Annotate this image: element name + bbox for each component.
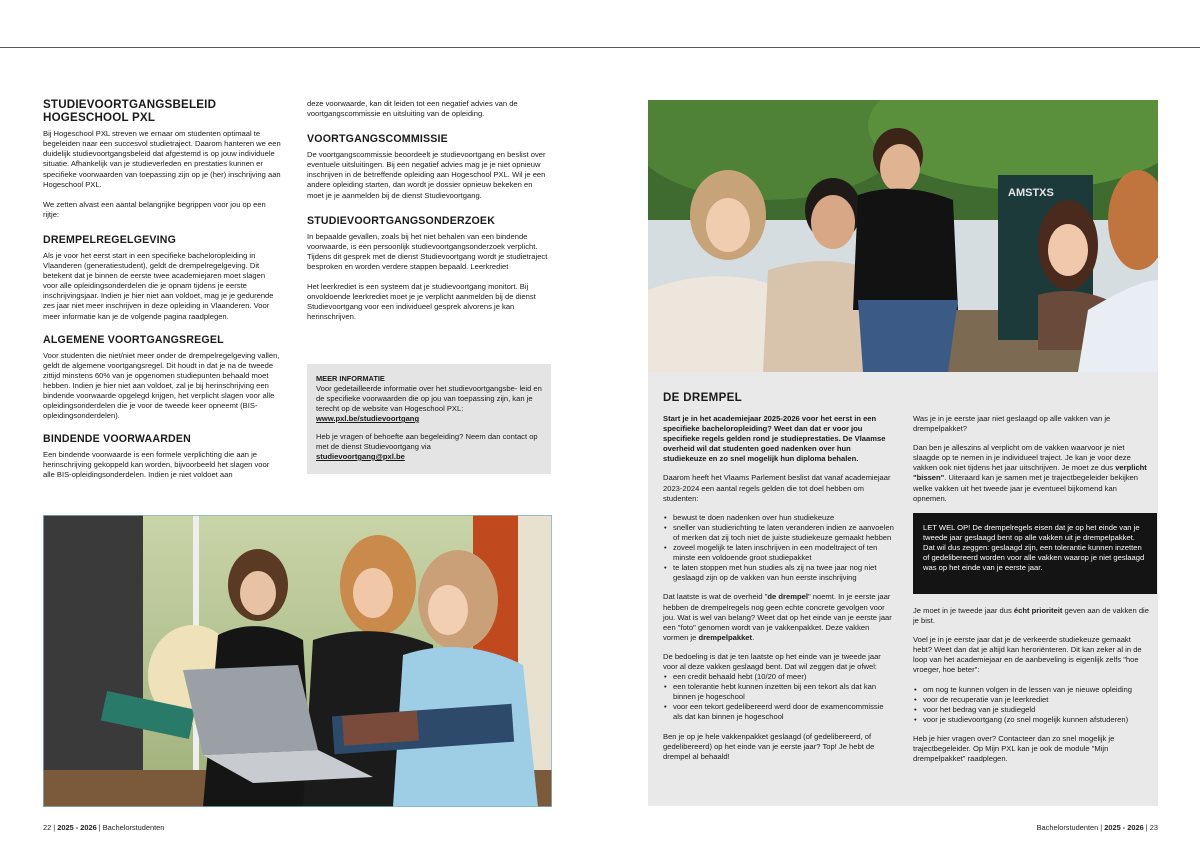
- list-item: • om nog te kunnen volgen in de lessen van je nieuwe opleiding: [913, 685, 1149, 695]
- intro-paragraph-2: We zetten alvast een aantal belangrijke begrippen voor jou op een rijtje:: [43, 199, 266, 219]
- info-box-title: MEER INFORMATIE: [316, 374, 385, 383]
- left-footer-label: Bachelorstudenten: [102, 823, 165, 832]
- banner-text: AMSTXS: [1008, 187, 1054, 199]
- main-title-line-1: STUDIEVOORTGANGSBELEID: [43, 98, 217, 111]
- left-footer: 22 | 2025 - 2026 | Bachelorstudenten: [43, 823, 165, 832]
- drempel-title: DE DREMPEL: [663, 391, 743, 404]
- drempel-p2-text-c: .: [752, 632, 755, 642]
- list-item: • voor een tekort gedelibereerd werd door de examencommissie als dat kan binnen je hogeschool: [663, 702, 895, 722]
- drempel-contact: Heb je hier vragen over? Contacteer dan zo snel mogelijk je trajectbegeleider. Op Mijn PXL kan je ook de module "Mijn drempelpakket" raadplegen.: [913, 733, 1115, 764]
- drempel-priority: [913, 606, 1149, 626]
- drempel-p2-bold-b: drempelpakket: [698, 632, 753, 642]
- drempel-p2-bold-a: de drempel: [767, 592, 808, 602]
- top-rule: [0, 47, 1200, 48]
- section-body-drempelregelgeving: Als je voor het eerst start in een specifieke bacheloropleiding in Vlaanderen (generatiestudent), geldt de drempelregelgeving. Dit betekent dat je binnen de eerste twee academiejaren moet slagen voor alle opleidingsonderdelen die je opnam tijdens je eerste inschrijvingsjaar. Indien je hier niet aan voldoet, mag je je gedurende zes jaar niet meer inschrijven in deze opleiding in Vlaanderen. Voor meer informatie kan je de volgende pagina raadplegen.: [43, 250, 274, 321]
- students-outdoor-illustration: [648, 100, 1158, 372]
- students-reading-photo: [43, 515, 552, 807]
- drempel-bullets-2: [663, 672, 895, 722]
- colb-p2-bold: écht prioriteit: [1013, 606, 1063, 615]
- list-item: • voor het bedrag van je studiegeld: [913, 705, 1149, 715]
- intro-paragraph: Bij Hogeschool PXL streven we ernaar om studenten optimaal te begeleiden naar een succesvol studietraject. Daarom hanteren we een duidelijk studievoortgangsbeleid dat afgestemd is op jouw individuele situatie. Afhankelijk van je studieverleden en prestaties kunnen er specifieke voorwaarden van toepassing zijn op je (her) inschrijving aan Hogeschool PXL.: [43, 129, 281, 189]
- drempel-p2-text-b: " noemt. In je eerste jaar hebben de drempelregels nog geen echte concrete gevolgen voor jou. Wat is wel van belang? Weet dat op het einde van je eerste jaar een "foto" genomen wordt van je vakkenpakket. Deze vakken vormen je: [663, 592, 892, 642]
- continued-paragraph: deze voorwaarde, kan dit leiden tot een negatief advies van de voortgangscommissie en uitsluiting van de opleiding.: [307, 99, 518, 119]
- colb-p1-bold: verplicht "bissen": [913, 463, 1147, 483]
- colb-p1-text-b: . Uiteraard kan je samen met je trajectbegeleider bekijken welke vakken uit het tweede jaar je eventueel bijkomend kan opnemen.: [913, 473, 1139, 503]
- drempel-column-b: [913, 414, 1149, 513]
- drempel-paragraph-1: Daarom heeft het Vlaams Parlement beslist dat vanaf academiejaar 2023-2024 een aantal regels gelden die tot doel hebben om studenten:: [663, 473, 891, 503]
- drempel-paragraph-3: De bedoeling is dat je ten laatste op het einde van je tweede jaar voor al deze vakken geslaagd bent. Dat wil zeggen dat je ofwel:: [663, 651, 881, 671]
- list-item: • sneller van studierichting te laten veranderen indien ze aanvoelen of merken dat zij toch niet de juiste studiekeuze gemaakt hebben: [663, 523, 895, 543]
- list-item: • een credit behaald hebt (10/20 of meer): [663, 672, 895, 682]
- left-column-1: [43, 99, 281, 491]
- students-reading-illustration: [43, 515, 552, 807]
- main-title-line-2: HOGESCHOOL PXL: [43, 110, 156, 124]
- right-footer: Bachelorstudenten | 2025 - 2026 | 23: [1036, 823, 1158, 832]
- list-item: • een tolerantie hebt kunnen inzetten bij een tekort als dat kan binnen je hogeschool: [663, 682, 895, 702]
- section-body-bindende-voorwaarden: Een bindende voorwaarde is een formele verplichting die aan je herinschrijving gekoppeld kan worden, bijvoorbeeld het slagen voor alle BIS-opleidingsonderdelen. Indien je niet voldoet aan: [43, 450, 270, 480]
- section-heading-voortgangscommissie: VOORTGANGSCOMMISSIE: [307, 133, 448, 146]
- section-body-voortgangscommissie: De voortgangscommissie beoordeelt je studievoortgang en beslist over eventuele uitsluitingen. Bij een negatief advies mag je je niet opnieuw inschrijven in de betreffende opleiding aan Hogeschool PXL. Wil je een andere opleiding starten, dan wordt je dossier opnieuw bekeken en moet je je aanmelden bij de dienst Studievoortgang.: [307, 150, 546, 200]
- drempel-column-a: [663, 414, 895, 771]
- info-box-text-1: Voor gedetailleerde informatie over het studievoortgangsbe- leid en de specifieke voorwaarden die op jou van toepassing zijn, kan je terecht op de website van Hogeschool PXL:: [316, 384, 542, 413]
- drempel-reorientation: Voel je in je eerste jaar dat je de verkeerde studiekeuze gemaakt hebt? Weet dan dat je altijd kan heroriënteren. Dit kan zeker al in de loop van het academiejaar en de aanbeveling is eigenlijk zelfs "hoe vroeger, hoe beter":: [913, 635, 1142, 675]
- drempel-question: Was je in je eerste jaar niet geslaagd op alle vakken van je drempelpakket?: [913, 414, 1111, 434]
- right-footer-label: Bachelorstudenten: [1036, 823, 1099, 832]
- section-heading-drempelregelgeving: DREMPELREGELGEVING: [43, 233, 177, 246]
- drempel-paragraph-2: [663, 592, 895, 642]
- left-footer-year: 2025 - 2026: [57, 823, 97, 832]
- section-heading-bindende-voorwaarden: BINDENDE VOORWAARDEN: [43, 433, 192, 446]
- main-title: [43, 99, 281, 124]
- website-link[interactable]: www.pxl.be/studievoortgang: [316, 414, 420, 423]
- list-item: • bewust te doen nadenken over hun studiekeuze: [663, 513, 895, 523]
- left-page-number: 22: [43, 823, 52, 832]
- drempel-lead: Start je in het academiejaar 2025-2026 voor het eerst in een specifieke bacheloropleiding? Weet dan dat er voor jou specifieke regels gelden rond je studieprestaties. De Vlaamse overheid wil dat studenten goed nadenken over hun studiekeuze en zo snel mogelijk hun diploma behalen.: [663, 414, 886, 464]
- section-heading-algemene-voortgangsregel: ALGEMENE VOORTGANGSREGEL: [43, 333, 224, 346]
- colb-p2-text-b: geven aan de vakken die je bist.: [913, 606, 1149, 626]
- info-box-text: [316, 384, 542, 424]
- drempel-p2-text-a: Dat laatste is wat de overheid ": [663, 592, 768, 602]
- drempel-column-b-paragraph-1: [913, 443, 1149, 504]
- colb-p2-text-a: Je moet in je tweede jaar dus: [913, 606, 1014, 615]
- drempel-bullets-3: [913, 685, 1149, 725]
- info-box: [307, 364, 551, 474]
- list-item: • zoveel mogelijk te laten inschrijven in een modeltraject of ten minste een voldoende groot studiepakket: [663, 543, 895, 563]
- right-footer-year: 2025 - 2026: [1104, 823, 1144, 832]
- section-body-studievoortgangsonderzoek: In bepaalde gevallen, zoals bij het niet behalen van een bindende voorwaarde, is een persoonlijk studievoortgangsonderzoek verplicht. Tijdens dit gesprek met de dienst Studievoortgang wordt je studietraject besproken en worden verdere stappen bepaald. Leerkrediet: [307, 231, 548, 271]
- warning-callout: LET WEL OP! De drempelregels eisen dat je op het einde van je tweede jaar geslaagd bent op alle vakken uit je drempelpakket. Dat wil dus zeggen: geslaagd zijn, een tolerantie kunnen inzetten of gedelibereerd worden voor alle vakken waarop je niet geslaagd was op het einde van je eerste jaar.: [913, 513, 1157, 594]
- students-outdoor-photo: [648, 100, 1158, 372]
- right-page-number: 23: [1149, 823, 1158, 832]
- list-item: • voor de recuperatie van je leerkrediet: [913, 695, 1149, 705]
- list-item: • te laten stoppen met hun studies als zij na twee jaar nog niet geslaagd zijn op de vakken van hun eerste inschrijving: [663, 563, 895, 583]
- left-column-2: [307, 99, 549, 332]
- drempel-bullets-1: [663, 513, 895, 584]
- list-item: • voor je studievoortgang (zo snel mogelijk kunnen afstuderen): [913, 715, 1149, 725]
- email-link[interactable]: studievoortgang@pxl.be: [316, 452, 405, 461]
- info-box-text-2: Heb je vragen of behoefte aan begeleiding? Neem dan contact op met de dienst Studievoortgang via: [316, 432, 538, 451]
- section-body-leerkrediet: Het leerkrediet is een systeem dat je studievoortgang monitort. Bij onvoldoende leerkrediet moet je je verplicht aanmelden bij de dienst Studievoortgang voor een individueel gesprek alvorens je kan herinschrijven.: [307, 282, 536, 322]
- section-body-algemene-voortgangsregel: Voor studenten die niet/niet meer onder de drempelregelgeving vallen, geldt de algemene voortgangsregel. Dit houdt in dat je na de tweede zittijd minstens 60% van je opgenomen studiepunten behaald moet hebben. Indien je hier niet aan voldoet, zal je bij herinschrijving een bindende voorwaarde opgelegd krijgen, het verplicht slagen voor alle opleidingsonderdelen die je voor de tweede keer opneemt (BIS-opleidingsonderdelen).: [43, 350, 280, 421]
- info-box-contact: [316, 432, 542, 462]
- drempel-paragraph-4: Ben je op je hele vakkenpakket geslaagd (of gedelibereerd, of gedelibereerd) op het einde van je eerste jaar? Top! Je hebt de drempel al behaald!: [663, 731, 875, 761]
- colb-p1-text-a: Dan ben je alleszins al verplicht om de vakken waarvoor je niet slaagde op te nemen in je individueel traject. Je kan je voor deze vakken ook niet tijdens het jaar uitschrijven. Je moet ze dus: [913, 443, 1131, 473]
- section-heading-studievoortgangsonderzoek: STUDIEVOORTGANGSONDERZOEK: [307, 214, 496, 227]
- drempel-column-b-lower: [913, 606, 1149, 773]
